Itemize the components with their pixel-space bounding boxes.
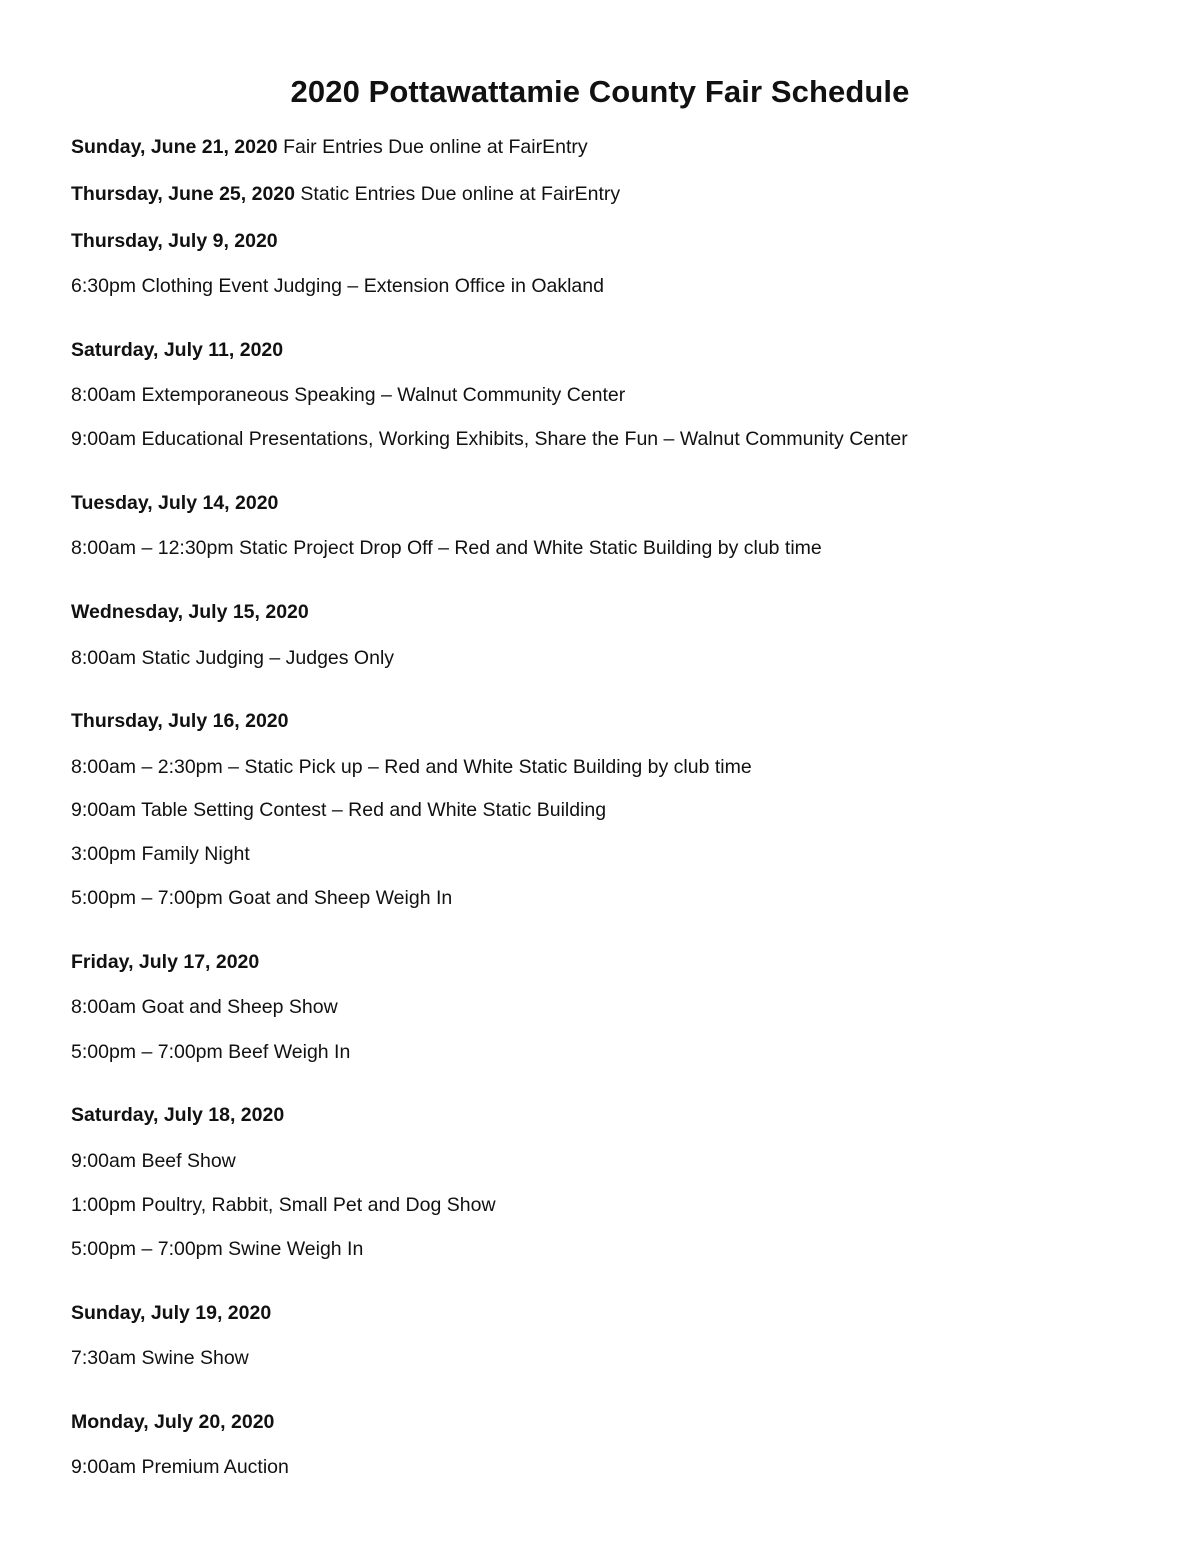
- event-item: 6:30pm Clothing Event Judging – Extension Office in Oakland: [71, 275, 604, 297]
- deadline-fair-entries: [71, 134, 588, 160]
- day-heading: Tuesday, July 14, 2020: [71, 492, 279, 514]
- day-heading: Sunday, July 19, 2020: [71, 1302, 272, 1324]
- deadline-static-entries: [71, 181, 620, 207]
- event-item: 1:00pm Poultry, Rabbit, Small Pet and Dog Show: [71, 1194, 496, 1216]
- day-heading: Monday, July 20, 2020: [71, 1411, 275, 1433]
- event-item: 9:00am Educational Presentations, Working Exhibits, Share the Fun – Walnut Community Center: [71, 428, 908, 450]
- event-item: 8:00am Static Judging – Judges Only: [71, 647, 395, 669]
- event-item: 5:00pm – 7:00pm Beef Weigh In: [71, 1041, 351, 1063]
- event-item: 5:00pm – 7:00pm Swine Weigh In: [71, 1238, 364, 1260]
- deadline-date: Sunday, June 21, 2020: [71, 136, 278, 158]
- day-heading: Wednesday, July 15, 2020: [71, 601, 309, 623]
- day-heading: Saturday, July 18, 2020: [71, 1104, 285, 1126]
- event-item: 8:00am – 2:30pm – Static Pick up – Red and White Static Building by club time: [71, 756, 752, 778]
- event-item: 5:00pm – 7:00pm Goat and Sheep Weigh In: [71, 887, 453, 909]
- deadline-date: Thursday, June 25, 2020: [71, 183, 295, 205]
- event-item: 7:30am Swine Show: [71, 1347, 249, 1369]
- event-item: 9:00am Beef Show: [71, 1150, 236, 1172]
- page-title: 2020 Pottawattamie County Fair Schedule: [290, 74, 910, 109]
- day-heading: Thursday, July 9, 2020: [71, 230, 278, 252]
- event-item: 8:00am – 12:30pm Static Project Drop Off – Red and White Static Building by club time: [71, 537, 822, 559]
- day-heading: Saturday, July 11, 2020: [71, 339, 284, 361]
- deadline-text: Static Entries Due online at FairEntry: [300, 183, 621, 205]
- event-item: 8:00am Extemporaneous Speaking – Walnut Community Center: [71, 384, 626, 406]
- day-heading: Friday, July 17, 2020: [71, 951, 260, 973]
- event-item: 9:00am Table Setting Contest – Red and White Static Building: [71, 799, 607, 821]
- day-heading: Thursday, July 16, 2020: [71, 710, 289, 732]
- deadline-text: Fair Entries Due online at FairEntry: [283, 136, 588, 158]
- event-item: 3:00pm Family Night: [71, 843, 250, 865]
- event-item: 8:00am Goat and Sheep Show: [71, 996, 338, 1018]
- event-item: 9:00am Premium Auction: [71, 1456, 289, 1478]
